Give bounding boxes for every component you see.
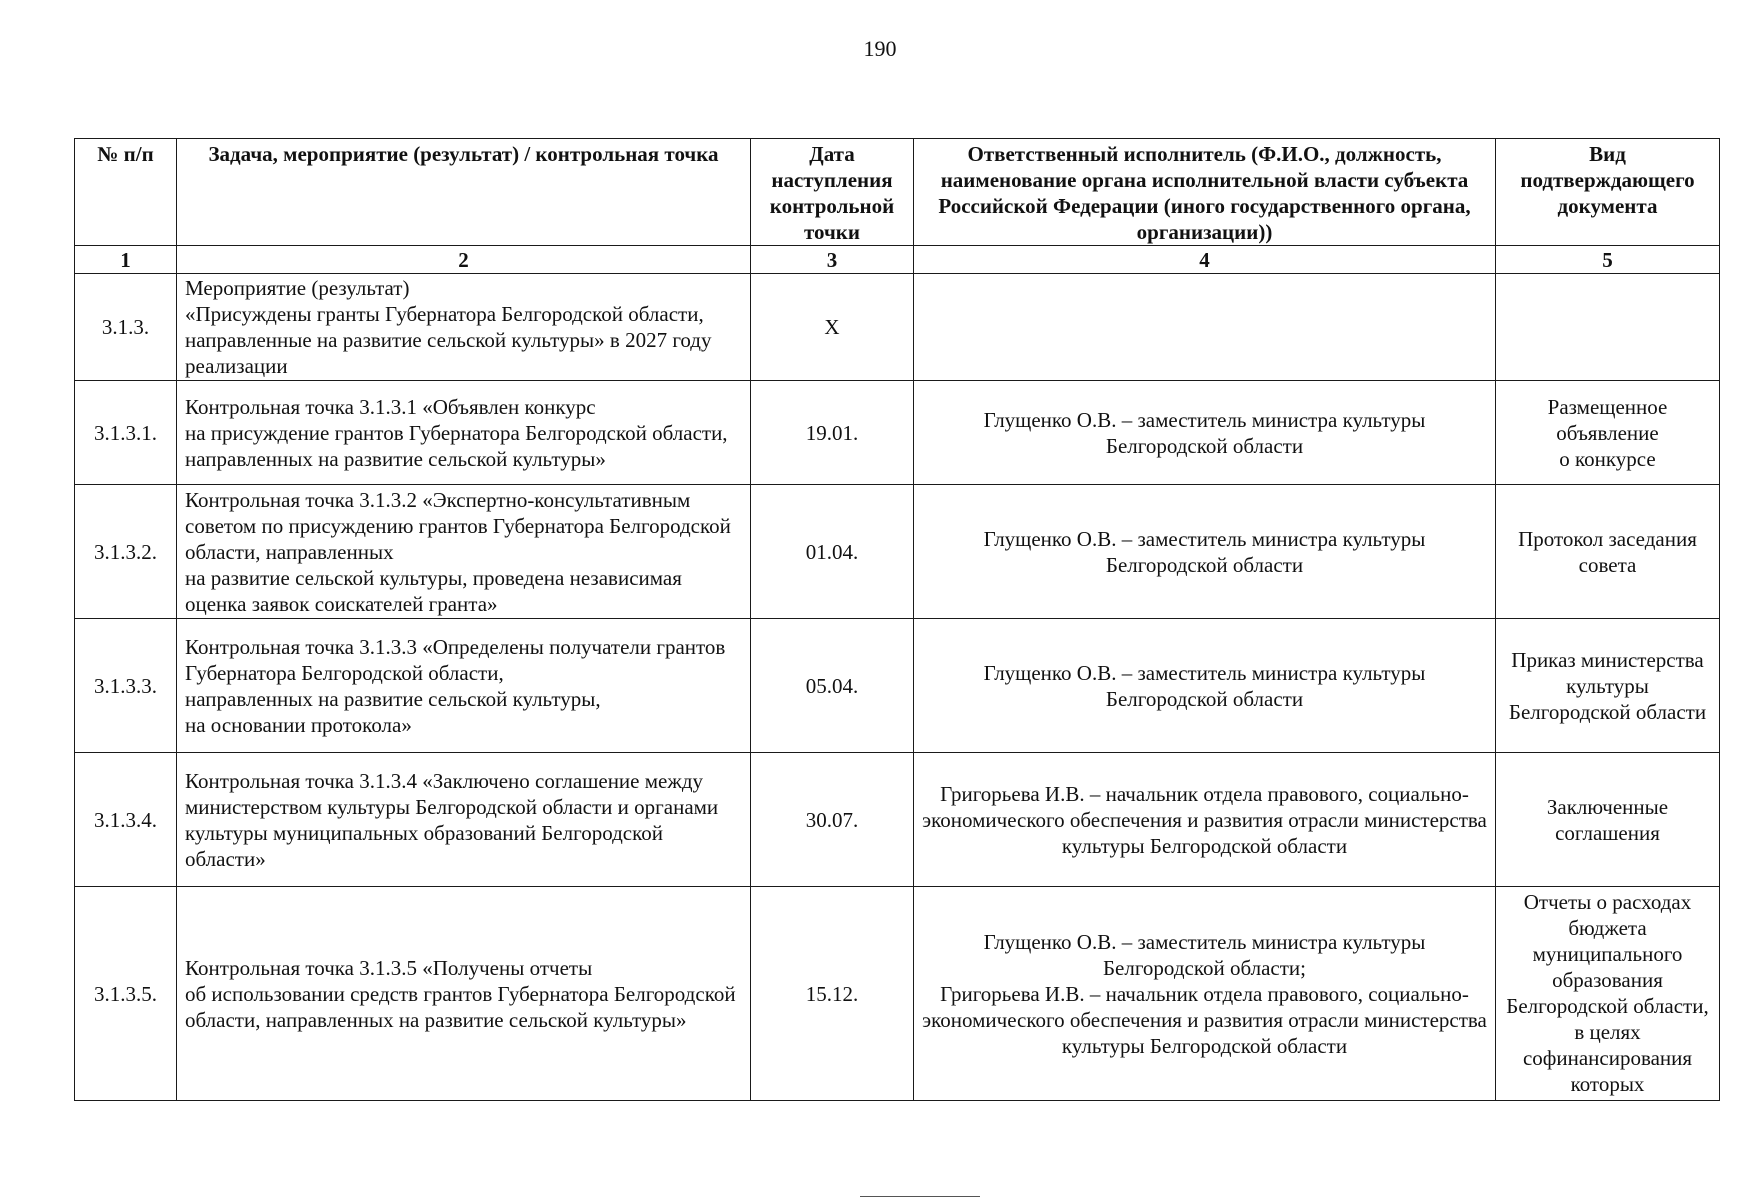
row-document <box>1496 274 1720 381</box>
row-document: Заключенные соглашения <box>1496 753 1720 887</box>
row-document: Размещенное объявление о конкурсе <box>1496 381 1720 485</box>
table-row <box>75 381 1720 485</box>
row-date: 15.12. <box>751 887 914 1101</box>
row-number: 3.1.3. <box>75 274 177 381</box>
footer-rule <box>860 1196 980 1197</box>
table-row <box>75 274 1720 381</box>
column-number: 2 <box>177 246 751 274</box>
row-number: 3.1.3.2. <box>75 485 177 619</box>
column-number-row <box>75 246 1720 274</box>
row-task: Контрольная точка 3.1.3.2 «Экспертно-консультативным советом по присуждению грантов Губернатора Белгородской области, направленных на развитие сельской культуры, проведена независимая оценка заявок соискателей гранта» <box>177 485 751 619</box>
header-document: Вид подтверждающего документа <box>1496 139 1720 246</box>
table-row <box>75 753 1720 887</box>
row-responsible: Глущенко О.В. – заместитель министра культуры Белгородской области <box>914 619 1496 753</box>
header-task: Задача, мероприятие (результат) / контрольная точка <box>177 139 751 246</box>
header-row <box>75 139 1720 246</box>
row-responsible: Григорьева И.В. – начальник отдела правового, социально-экономического обеспечения и развития отрасли министерства культуры Белгородской области <box>914 753 1496 887</box>
table-row <box>75 485 1720 619</box>
row-task: Контрольная точка 3.1.3.1 «Объявлен конкурс на присуждение грантов Губернатора Белгородской области, направленных на развитие сельской культуры» <box>177 381 751 485</box>
table-row <box>75 619 1720 753</box>
row-date: 30.07. <box>751 753 914 887</box>
column-number: 4 <box>914 246 1496 274</box>
row-document: Приказ министерства культуры Белгородской области <box>1496 619 1720 753</box>
row-responsible: Глущенко О.В. – заместитель министра культуры Белгородской области <box>914 485 1496 619</box>
table-row <box>75 887 1720 1101</box>
header-num: № п/п <box>75 139 177 246</box>
control-points-table <box>74 138 1720 1101</box>
row-number: 3.1.3.3. <box>75 619 177 753</box>
row-responsible: Глущенко О.В. – заместитель министра культуры Белгородской области <box>914 381 1496 485</box>
row-date: X <box>751 274 914 381</box>
row-task: Контрольная точка 3.1.3.4 «Заключено соглашение между министерством культуры Белгородской области и органами культуры муниципальных образований Белгородской области» <box>177 753 751 887</box>
row-number: 3.1.3.5. <box>75 887 177 1101</box>
row-date: 19.01. <box>751 381 914 485</box>
row-number: 3.1.3.4. <box>75 753 177 887</box>
row-document: Протокол заседания совета <box>1496 485 1720 619</box>
row-date: 01.04. <box>751 485 914 619</box>
row-task: Контрольная точка 3.1.3.3 «Определены получатели грантов Губернатора Белгородской области, направленных на развитие сельской культуры, на основании протокола» <box>177 619 751 753</box>
row-task: Контрольная точка 3.1.3.5 «Получены отчеты об использовании средств грантов Губернатора Белгородской области, направленных на развитие сельской культуры» <box>177 887 751 1101</box>
row-responsible <box>914 274 1496 381</box>
column-number: 1 <box>75 246 177 274</box>
row-date: 05.04. <box>751 619 914 753</box>
column-number: 5 <box>1496 246 1720 274</box>
header-responsible: Ответственный исполнитель (Ф.И.О., должность, наименование органа исполнительной власти субъекта Российской Федерации (иного государственного органа, организации)) <box>914 139 1496 246</box>
row-number: 3.1.3.1. <box>75 381 177 485</box>
header-date: Дата наступления контрольной точки <box>751 139 914 246</box>
row-document: Отчеты о расходах бюджета муниципального образования Белгородской области, в целях софинансирования которых <box>1496 887 1720 1101</box>
column-number: 3 <box>751 246 914 274</box>
row-responsible: Глущенко О.В. – заместитель министра культуры Белгородской области; Григорьева И.В. – начальник отдела правового, социально-экономического обеспечения и развития отрасли министерства культуры Белгородской области <box>914 887 1496 1101</box>
page-number: 190 <box>863 36 897 61</box>
row-task: Мероприятие (результат) «Присуждены гранты Губернатора Белгородской области, направленные на развитие сельской культуры» в 2027 году реализации <box>177 274 751 381</box>
